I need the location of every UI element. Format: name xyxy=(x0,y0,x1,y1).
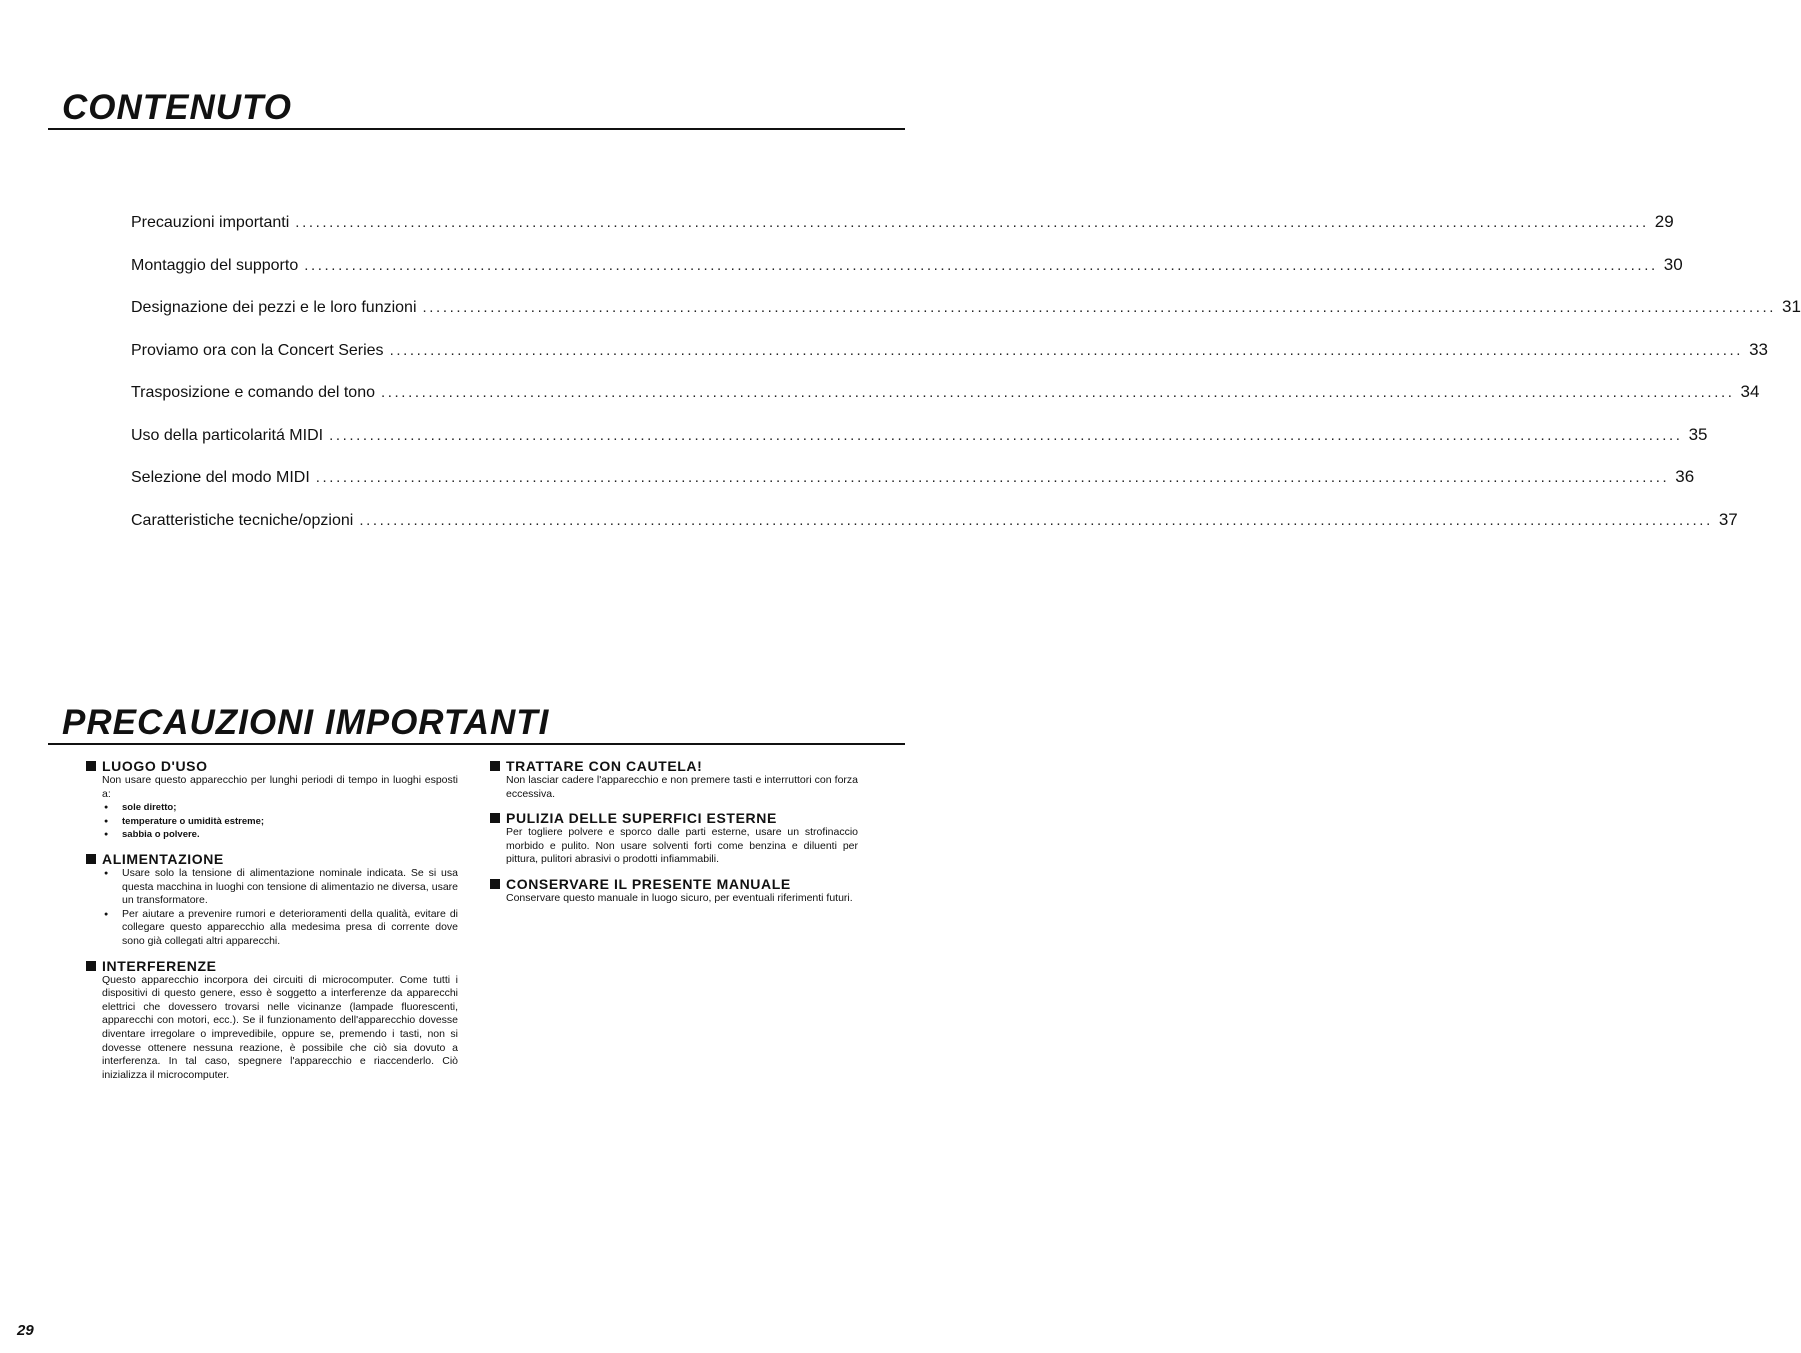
section-heading xyxy=(490,810,858,826)
bullet-list xyxy=(102,867,458,949)
section-luogo xyxy=(86,758,458,842)
toc-entry-label: Proviamo ora con la Concert Series xyxy=(131,341,384,359)
toc-entry[interactable] xyxy=(131,509,1738,553)
toc-entry-label: Designazione dei pezzi e le loro funzioni xyxy=(131,299,417,316)
section-heading-text: LUOGO D'USO xyxy=(102,758,208,774)
toc-entry[interactable] xyxy=(131,254,1683,298)
toc-entry-label: Montaggio del supporto xyxy=(131,256,299,274)
section-conservare xyxy=(490,876,858,906)
section-heading-text: TRATTARE CON CAUTELA! xyxy=(506,758,703,774)
list-item: ● sole diretto; xyxy=(102,801,458,815)
square-bullet-icon xyxy=(86,854,96,864)
toc-entry-page: 37 xyxy=(1718,509,1738,529)
toc-leader-dots: ........................................................................................................................................................................................................ xyxy=(381,384,1735,401)
toc-entry-page: 36 xyxy=(1675,467,1695,486)
precautions-left-column xyxy=(86,758,458,1091)
section-text: Conservare questo manuale in luogo sicuro, per eventuali riferimenti futuri. xyxy=(506,891,853,904)
square-bullet-icon xyxy=(86,761,96,771)
section-heading xyxy=(490,758,858,774)
square-bullet-icon xyxy=(490,879,500,889)
toc-entry[interactable] xyxy=(131,212,1674,255)
toc-entry[interactable] xyxy=(131,339,1768,383)
toc-entry-page: 34 xyxy=(1740,382,1760,401)
page-number: 29 xyxy=(17,1322,34,1339)
precautions-title: PRECAUZIONI IMPORTANTI xyxy=(48,705,905,745)
toc-entry-label: Caratteristiche tecniche/opzioni xyxy=(131,511,354,529)
section-alimentazione xyxy=(86,851,458,949)
table-of-contents xyxy=(131,212,1801,552)
section-text: Non usare questo apparecchio per lunghi periodi di tempo in luoghi esposti a: xyxy=(102,774,458,800)
section-heading-text: INTERFERENZE xyxy=(102,957,217,974)
toc-entry-page: 29 xyxy=(1654,212,1674,231)
square-bullet-icon xyxy=(490,813,500,823)
list-item: ● Per aiutare a prevenire rumori e deterioramenti della qualità, evitare di collegare questo apparecchio alla medesima presa di corrente dove sono già collegati altri apparecchi. xyxy=(102,908,458,949)
toc-title: CONTENUTO xyxy=(48,90,905,130)
section-heading-text: CONSERVARE IL PRESENTE MANUALE xyxy=(506,875,791,892)
toc-entry-label: Trasposizione e comando del tono xyxy=(131,384,375,401)
toc-entry[interactable] xyxy=(131,424,1708,468)
section-heading xyxy=(86,758,458,774)
section-interferenze xyxy=(86,958,458,1083)
bullet-list xyxy=(102,801,458,842)
toc-leader-dots: ........................................................................................................................................................................................................ xyxy=(295,214,1649,231)
section-text: Non lasciar cadere l'apparecchio e non premere tasti e interruttori con forza eccessiva. xyxy=(506,774,858,800)
toc-entry-page: 35 xyxy=(1688,424,1708,444)
section-trattare xyxy=(490,758,858,801)
square-bullet-icon xyxy=(490,761,500,771)
toc-entry[interactable] xyxy=(131,297,1801,340)
toc-leader-dots: ........................................................................................................................................................................................................ xyxy=(389,341,1744,359)
toc-entry[interactable] xyxy=(131,382,1760,425)
toc-entry[interactable] xyxy=(131,467,1695,510)
section-text: Per togliere polvere e sporco dalle parti esterne, usare un strofinaccio morbido e pulito. Non usare solventi forti come benzina e diluenti per pittura, pulitori abrasivi o prodotti infiammabili. xyxy=(506,826,858,866)
toc-leader-dots: ........................................................................................................................................................................................................ xyxy=(304,256,1658,274)
list-item: ● temperature o umidità estreme; xyxy=(102,815,458,829)
list-item: ● Usare solo la tensione di alimentazione nominale indicata. Se si usa questa macchina in luoghi con tensione di alimentazio ne diversa, usare un transformatore. xyxy=(102,867,458,908)
square-bullet-icon xyxy=(86,961,96,971)
toc-entry-label: Uso della particolaritá MIDI xyxy=(131,426,324,444)
section-text: Questo apparecchio incorpora dei circuiti di microcomputer. Come tutti i dispositivi di questo genere, esso è soggetto a interferenze da apparecchi elettrici che dovessero trovarsi nelle vicinanze (lampade fluorescenti, apparecchi con motori, ecc.). Se il funzionamento dell'apparecchio dovesse diventare irregolare o imprevedibile, oppure se, premendo i tasti, non si dovesse ottenere nessuna reazione, è possibile che ciò sia dovuto a interferenza. In tal caso, spegnere l'apparecchio e riaccenderlo. Ciò inizializza il microcomputer. xyxy=(102,973,458,1081)
list-item: ● sabbia o polvere. xyxy=(102,828,458,842)
toc-leader-dots: ........................................................................................................................................................................................................ xyxy=(359,511,1713,529)
toc-entry-page: 33 xyxy=(1749,339,1768,359)
toc-entry-page: 30 xyxy=(1663,254,1683,274)
toc-leader-dots: ........................................................................................................................................................................................................ xyxy=(315,469,1670,486)
toc-entry-label: Precauzioni importanti xyxy=(131,214,290,231)
section-heading xyxy=(86,851,458,867)
precautions-right-column xyxy=(490,758,858,915)
toc-entry-label: Selezione del modo MIDI xyxy=(131,469,310,486)
section-heading-text: PULIZIA DELLE SUPERFICI ESTERNE xyxy=(506,810,777,827)
toc-leader-dots: ........................................................................................................................................................................................................ xyxy=(329,426,1683,444)
toc-leader-dots: ........................................................................................................................................................................................................ xyxy=(422,299,1777,316)
toc-entry-page: 31 xyxy=(1782,297,1801,316)
section-heading xyxy=(86,958,458,974)
section-pulizia xyxy=(490,810,858,867)
section-heading-text: ALIMENTAZIONE xyxy=(102,850,224,867)
section-heading xyxy=(490,876,858,892)
